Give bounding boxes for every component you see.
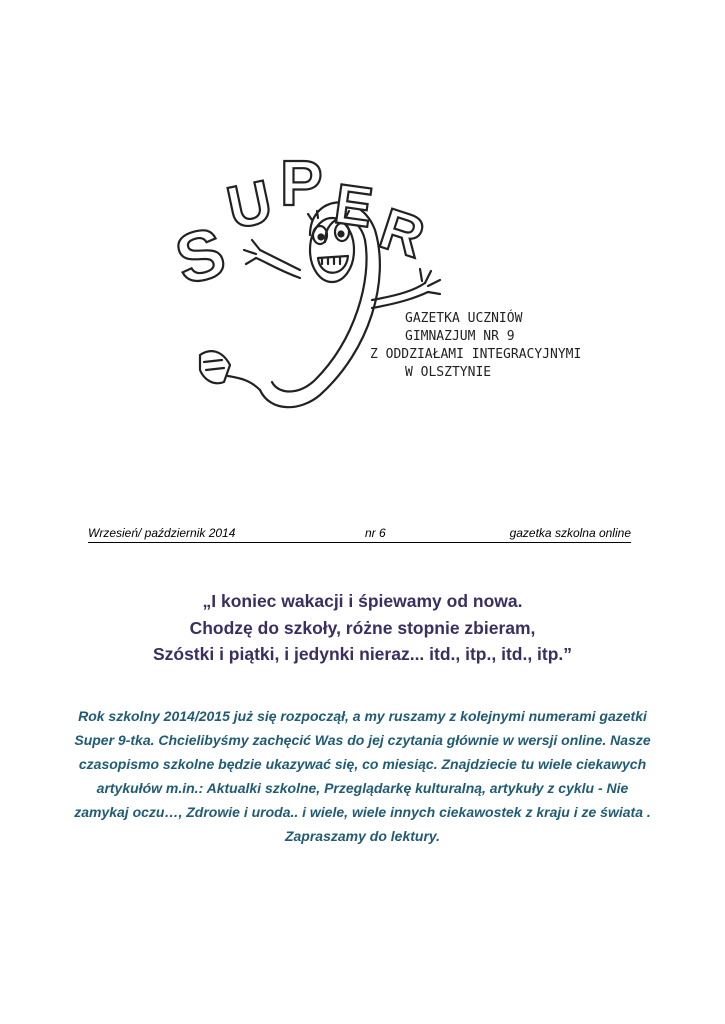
logo-letter-r: R [372, 195, 432, 271]
poem-line-1: „I koniec wakacji i śpiewamy od nowa. [202, 591, 523, 611]
poem-line-2: Chodzę do szkoły, różne stopnie zbieram, [189, 617, 536, 638]
issue-info-line [88, 526, 631, 543]
poem-line-3: Szóstki i piątki, i jedynki nieraz... itd., itp., itd., itp.” [152, 644, 573, 664]
leg [228, 376, 260, 390]
super9-logo [160, 150, 600, 450]
left-arm [260, 250, 300, 270]
super9-mascot-drawing [160, 150, 600, 450]
logo-subtitle-line-3: Z ODDZIAŁAMI INTEGRACYJNYMI [370, 347, 582, 362]
issue-type: gazetka szkolna online [509, 526, 631, 540]
logo-subtitle-line-1: GAZETKA UCZNIÓW [405, 311, 523, 326]
logo-letter-p: P [280, 150, 323, 219]
issue-number: nr 6 [365, 526, 386, 540]
logo-letter-s: S [167, 212, 233, 300]
intro-paragraph: Rok szkolny 2014/2015 już się rozpoczął, a my ruszamy z kolejnymi numerami gazetki Super 9-tka. Chcielibyśmy zachęcić Was do jej czytania głównie w wersji online. Nasze czasopismo szkolne będzie ukazywać się, co miesiąc. Znajdziecie tu wiele ciekawych artykułów m.in.: Aktualki szkolne, Przeglądarkę kulturalną, artykuły z cyklu - Nie zamykaj oczu…, Zdrowie i uroda.. i wiele, wiele innych ciekawostek z kraju i ze świata . Zapraszamy do lektury. [74, 708, 651, 844]
logo-letter-e: E [330, 171, 377, 240]
logo-subtitle-line-2: GIMNAZJUM NR 9 [405, 329, 515, 344]
logo-subtitle-line-4: W OLSZTYNIE [405, 365, 492, 380]
poem-quote [60, 588, 665, 668]
logo-letter-u: U [221, 167, 278, 242]
issue-date: Wrzesień/ październik 2014 [88, 526, 236, 540]
